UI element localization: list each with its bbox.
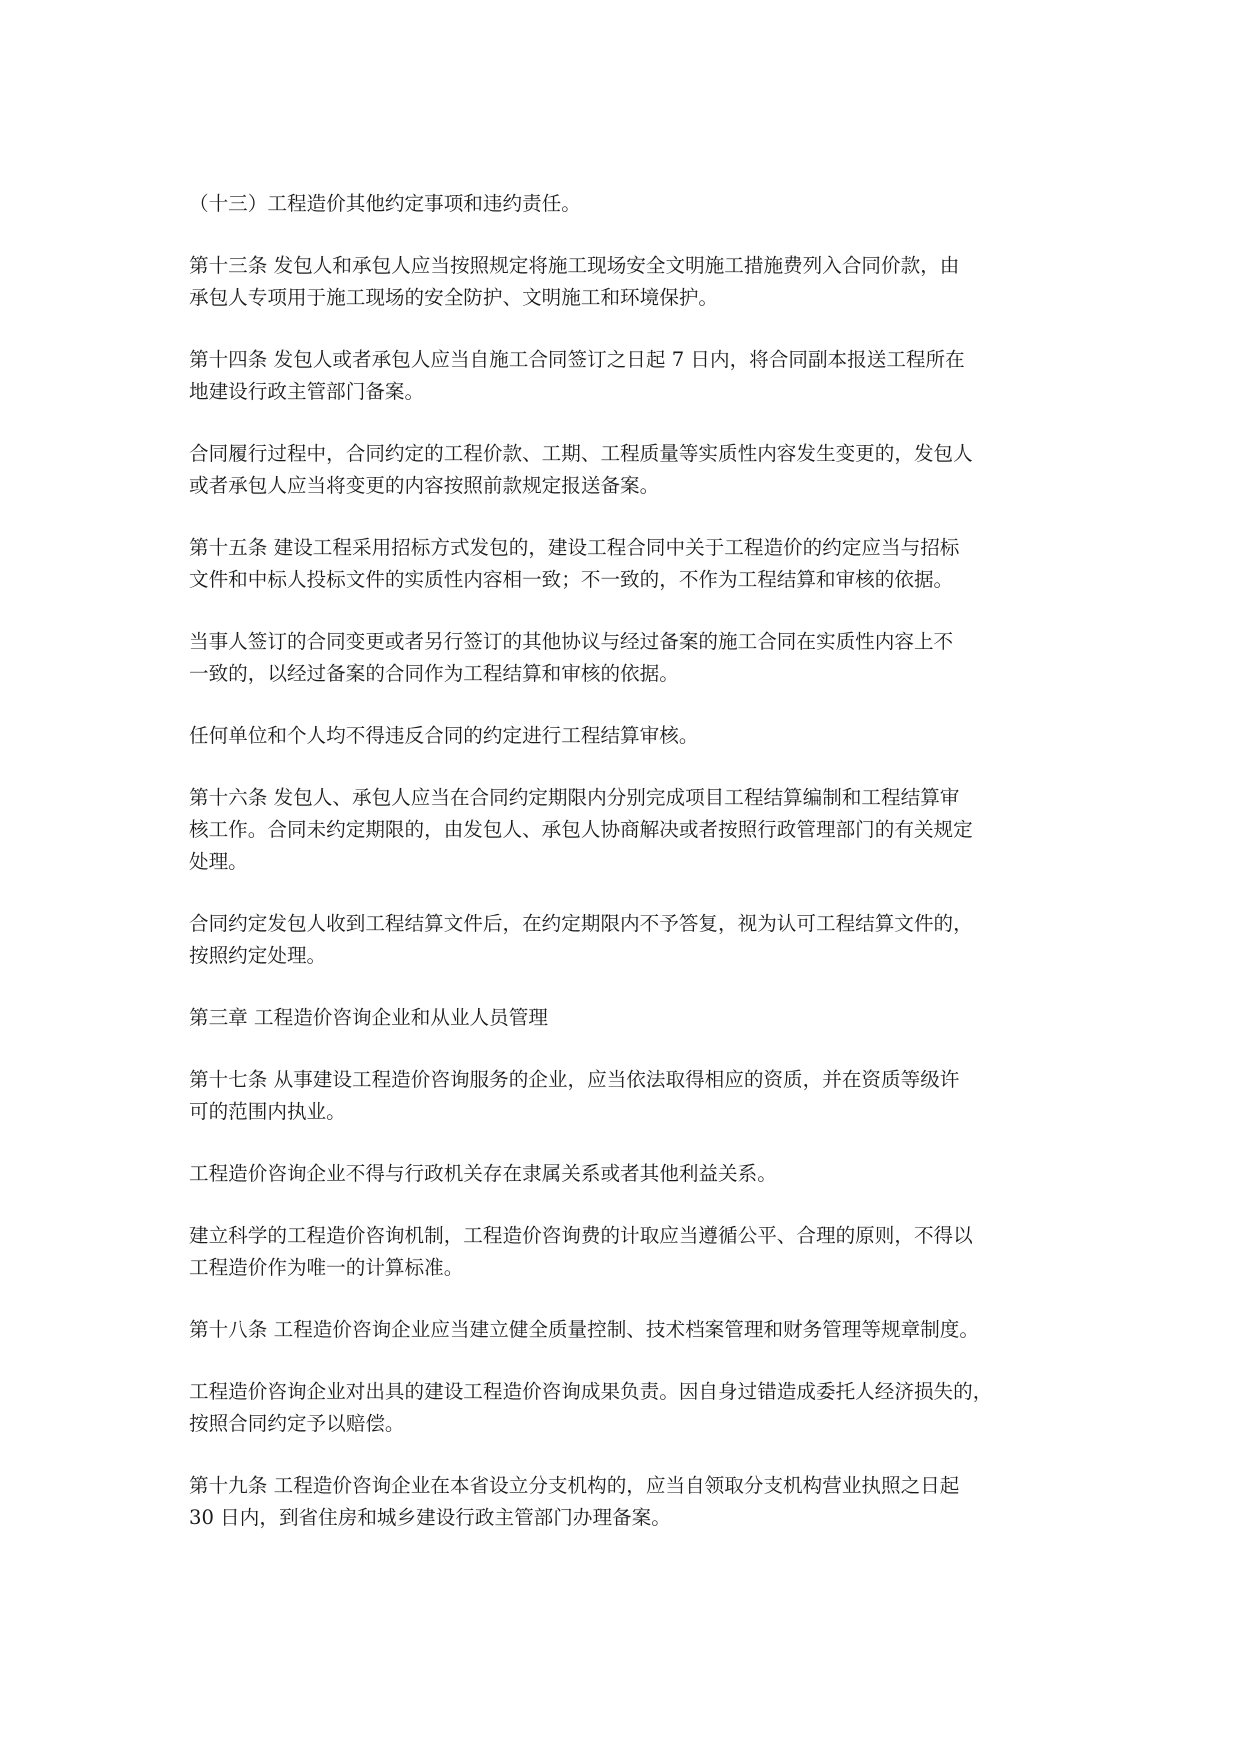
text-line: 第十八条 工程造价咨询企业应当建立健全质量控制、技术档案管理和财务管理等规章制度。 — [189, 1318, 979, 1341]
paragraph — [189, 188, 1057, 220]
paragraph — [189, 1470, 1057, 1534]
paragraph — [189, 1314, 1057, 1346]
paragraph — [189, 1220, 1057, 1284]
paragraph — [189, 908, 1057, 972]
text-line: 按照合同约定予以赔偿。 — [189, 1412, 405, 1435]
paragraph — [189, 438, 1057, 502]
text-line: 第十四条 发包人或者承包人应当自施工合同签订之日起 7 日内，将合同副本报送工程所在 — [189, 348, 965, 371]
paragraph — [189, 344, 1057, 408]
text-line: 当事人签订的合同变更或者另行签订的其他协议与经过备案的施工合同在实质性内容上不 — [189, 630, 954, 653]
text-line: 工程造价咨询企业对出具的建设工程造价咨询成果负责。因自身过错造成委托人经济损失的， — [189, 1380, 993, 1403]
text-line: 30 日内，到省住房和城乡建设行政主管部门办理备案。 — [189, 1506, 671, 1529]
text-line: 合同履行过程中，合同约定的工程价款、工期、工程质量等实质性内容发生变更的，发包人 — [189, 442, 973, 465]
text-line: 可的范围内执业。 — [189, 1100, 346, 1123]
paragraph — [189, 626, 1057, 690]
text-line: 一致的，以经过备案的合同作为工程结算和审核的依据。 — [189, 662, 679, 685]
text-line: 任何单位和个人均不得违反合同的约定进行工程结算审核。 — [189, 724, 699, 747]
paragraph — [189, 782, 1057, 878]
text-line: 第十五条 建设工程采用招标方式发包的，建设工程合同中关于工程造价的约定应当与招标 — [189, 536, 960, 559]
text-line: 第十七条 从事建设工程造价咨询服务的企业，应当依法取得相应的资质，并在资质等级许 — [189, 1068, 960, 1091]
text-line: 第十九条 工程造价咨询企业在本省设立分支机构的，应当自领取分支机构营业执照之日起 — [189, 1474, 960, 1497]
text-line: 文件和中标人投标文件的实质性内容相一致；不一致的，不作为工程结算和审核的依据。 — [189, 568, 954, 591]
text-line: 合同约定发包人收到工程结算文件后，在约定期限内不予答复，视为认可工程结算文件的， — [189, 912, 973, 935]
text-line: 工程造价作为唯一的计算标准。 — [189, 1256, 464, 1279]
text-line: 工程造价咨询企业不得与行政机关存在隶属关系或者其他利益关系。 — [189, 1162, 777, 1185]
chapter-heading — [189, 1002, 1057, 1034]
text-line: 第十六条 发包人、承包人应当在合同约定期限内分别完成项目工程结算编制和工程结算审 — [189, 786, 960, 809]
paragraph — [189, 532, 1057, 596]
text-line: 承包人专项用于施工现场的安全防护、文明施工和环境保护。 — [189, 286, 719, 309]
paragraph — [189, 1376, 1057, 1440]
document-body — [189, 188, 1057, 1564]
paragraph — [189, 720, 1057, 752]
text-line: 或者承包人应当将变更的内容按照前款规定报送备案。 — [189, 474, 660, 497]
paragraph — [189, 1158, 1057, 1190]
paragraph — [189, 1064, 1057, 1128]
text-line: 核工作。合同未约定期限的，由发包人、承包人协商解决或者按照行政管理部门的有关规定 — [189, 818, 973, 841]
text-line: 处理。 — [189, 850, 248, 873]
text-line: 地建设行政主管部门备案。 — [189, 380, 425, 403]
text-line: 建立科学的工程造价咨询机制，工程造价咨询费的计取应当遵循公平、合理的原则，不得以 — [189, 1224, 973, 1247]
paragraph — [189, 250, 1057, 314]
text-line: 第三章 工程造价咨询企业和从业人员管理 — [189, 1006, 548, 1029]
text-line: 按照约定处理。 — [189, 944, 327, 967]
text-line: 第十三条 发包人和承包人应当按照规定将施工现场安全文明施工措施费列入合同价款，由 — [189, 254, 960, 277]
text-line: （十三）工程造价其他约定事项和违约责任。 — [189, 192, 581, 215]
